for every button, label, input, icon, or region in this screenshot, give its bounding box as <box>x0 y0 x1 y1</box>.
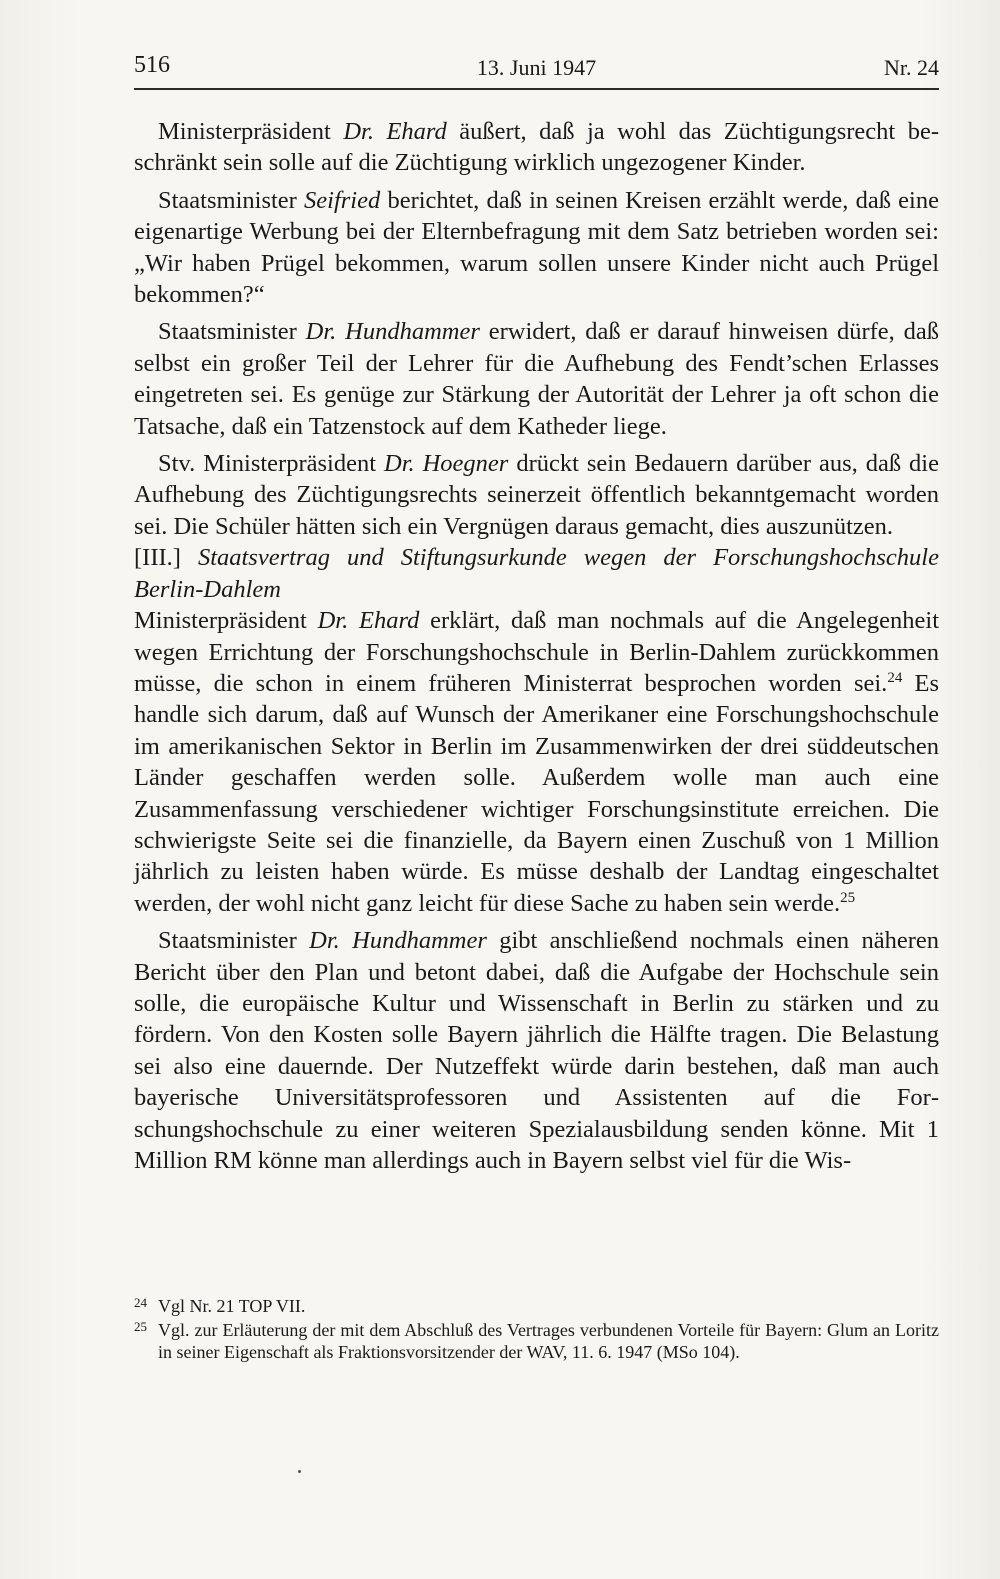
main-text <box>134 116 939 1176</box>
header-date: 13. Juni 1947 <box>476 55 597 80</box>
paragraph: Stv. Ministerpräsident Dr. Hoegner drückt sein Bedauern darüber aus, daß die Aufhebung des Züchtigungsrechts seinerzeit öffentlich bekanntgemacht worden sei. Die Schüler hätten sich ein Vergnügen daraus gemacht, dies auszunützen. <box>134 450 939 540</box>
speaker-name: Dr. Hundhammer <box>305 318 480 346</box>
paragraph: Ministerpräsident Dr. Ehard äußert, daß ja wohl das Züchtigungsrecht beschränkt sein solle auf die Züchtigung wirklich ungezogener Kinder. <box>134 118 940 177</box>
footnote-mark: 24 <box>134 1295 147 1310</box>
paragraph: Staatsminister Dr. Hundhammer gibt anschließend nochmals einen näheren Bericht über den Plan und betont dabei, daß die Aufgabe der Hochschule sein solle, die europäische Kultur und Wissenschaft in Berlin zu stärken und zu fördern. Von den Kosten solle Bayern jährlich die Hälfte tragen. Die Belastung sei also eine dauernde. Der Nutzeffekt würde darin bestehen, daß man auch bayerische Universitätsprofessoren und Assistenten auf die Forschungshochschule zu einer weiteren Spezialausbildung senden könne. Mit 1 Million RM könne man allerdings auch in Bayern selbst viel für die Wis- <box>134 927 939 1174</box>
paragraph: Staatsminister Dr. Hundhammer erwidert, daß er darauf hinweisen dürfe, daß selbst ein großer Teil der Lehrer für die Aufhebung des Fendt’schen Erlasses eingetreten sei. Es genüge zur Stärkung der Autorität der Lehrer ja oft schon die Tatsache, daß ein Tatzenstock auf dem Katheder liege. <box>134 318 939 440</box>
section-title: Staatsvertrag und Stiftungsurkunde wegen der Forschungshochschule Berlin-Dahlem <box>134 544 939 603</box>
speaker-name: Dr. Ehard <box>317 607 420 635</box>
section-number: [III.] <box>134 544 181 572</box>
footnote <box>134 1319 939 1363</box>
footnote-ref: 25 <box>840 889 856 906</box>
issue-number: Nr. 24 <box>884 55 939 80</box>
footnote-text: Vgl Nr. 21 TOP VII. <box>158 1296 306 1316</box>
footnote <box>134 1295 939 1317</box>
footnote-mark: 25 <box>134 1319 147 1334</box>
footnotes <box>134 1295 939 1365</box>
running-header <box>134 52 939 86</box>
footnote-text: Vgl. zur Erläuterung der mit dem Abschluß des Vertrages verbundenen Vorteile für Bayern: Glum an Loritz in seiner Eigenschaft als Fraktionsvorsitzender der WAV, 11. 6. 1947 (MSo 104). <box>158 1320 939 1362</box>
paragraph: Staatsminister Seifried berichtet, daß in seinen Kreisen erzählt werde, daß eine eigenartige Werbung bei der Elternbefragung mit dem Satz betrieben worden sei: „Wir haben Prügel bekommen, warum sollen unsere Kinder nicht auch Prügel bekommen?“ <box>134 186 939 309</box>
speaker-name: Seifried <box>304 186 381 214</box>
page-number: 516 <box>134 52 170 78</box>
speaker-name: Dr. Ehard <box>343 118 447 145</box>
header-rule <box>134 88 939 90</box>
section-heading <box>134 542 939 605</box>
speaker-name: Dr. Hundhammer <box>309 927 487 955</box>
paragraph: Ministerpräsident Dr. Ehard erklärt, daß man nochmals auf die Angelegenheit wegen Errichtung der Forschungshochschule in Berlin-Dahlem zurückkommen müsse, die schon in einem früheren Ministerrat besprochen worden sei.$^{24}$ Es handle sich darum, daß auf Wunsch der Amerikaner eine Forschungshochschule im amerikanischen Sektor in Berlin im Zusammenwirken der drei süddeutschen Länder geschaffen werden solle. Außerdem wolle man auch eine Zusammenfassung verschiedener wichtiger Forschungsinstitute erreichen. Die schwierigste Seite sei die finanzielle, da Bayern einen Zuschuß von 1 Million jährlich zu leisten haben würde. Es müsse deshalb der Landtag eingeschaltet werden, der wohl nicht ganz leicht für diese Sache zu haben sein werde.$^{25}$ <box>134 607 940 917</box>
speck <box>298 1470 301 1473</box>
speaker-name: Dr. Hoegner <box>384 450 509 478</box>
footnote-ref: 24 <box>887 669 903 686</box>
